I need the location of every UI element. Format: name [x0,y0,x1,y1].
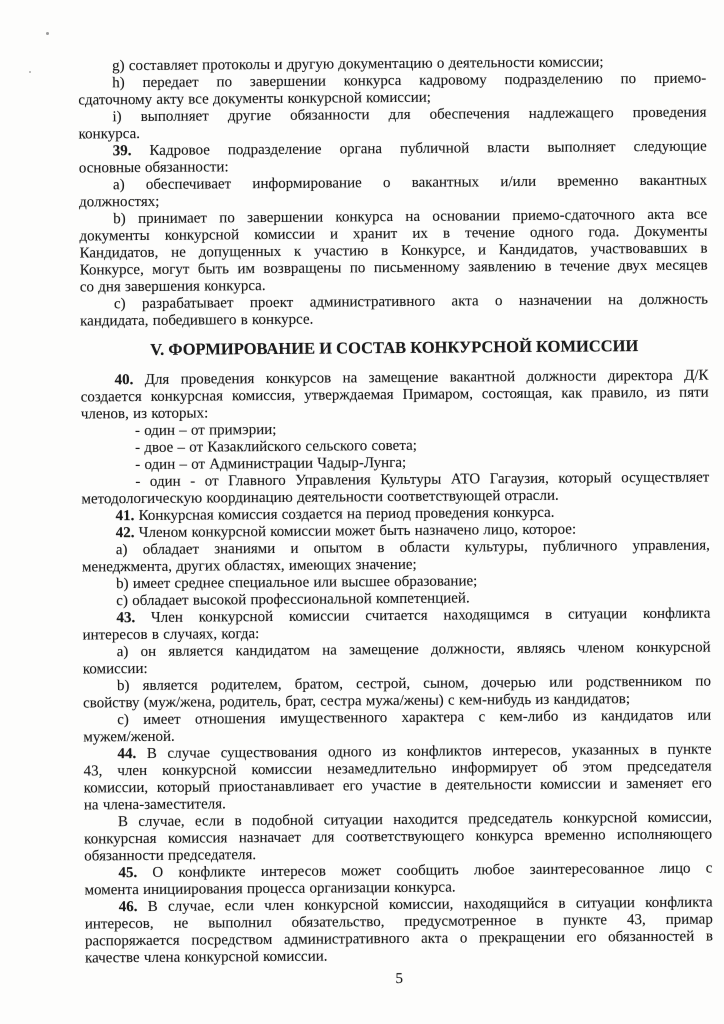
scan-speck [29,71,31,73]
page-number: 5 [395,970,404,988]
paragraph [78,105,706,144]
clause-number: 40. [114,372,134,389]
text-line: 41. Конкурсная комиссия создается на период проведения конкурса. [115,504,555,525]
text-line: интересов, не выполнил обязательство, предусмотренное в пункте 43, примар [84,911,713,933]
text-line: - один – от Администрации Чадыр-Лунга; [135,454,407,474]
text-line: 40. Для проведения конкурсов на замещение вакантной должности директора Д/К [114,367,709,389]
text-line: должностях; [79,193,160,211]
clause-number: 39. [112,143,132,160]
text-line: основные обязанности: [78,159,229,177]
text-line: c) разрабатывает проект административного акта о назначении на должность [113,291,708,313]
scan-speck [46,32,49,35]
text-line: создается конкурсная комиссия, утверждаемая Примаром, состоящая, как правило, из пяти [80,384,709,406]
paragraph [82,606,710,645]
text-line: 42. Членом конкурсной комиссии может быть назначено лицо, которое: [115,521,577,542]
text-line: мужем/женой. [83,728,175,746]
list-item [81,470,709,509]
text-line: 44. В случае существования одного из конфликтов интересов, указанных в пункте [117,741,712,763]
text-line: документы конкурсной комиссии и хранит их в течение одного года. Документы [79,223,708,245]
clause-number: 44. [117,746,137,763]
section-heading: V. ФОРМИРОВАНИЕ И СОСТАВ КОНКУРСНОЙ КОМИССИИ [150,336,639,359]
text-line: a) он является кандидатом на замещение должности, являясь членом конкурсной [116,639,711,661]
clause-number: 42. [115,525,135,542]
text-line: конкурса. [78,125,141,143]
document-text [78,54,713,991]
paragraph [79,173,707,212]
text-line: c) имеет отношения имущественного характера с кем-либо из кандидатов или [117,707,712,729]
paragraph [83,708,711,747]
clause-number: 46. [118,899,138,916]
text-line: конкурсная комиссия назначает для соответствующего конкурса временно исполняющего [84,826,713,848]
text-line: Конкурсе, могут быть им возвращены по письменному заявлению в течение двух месяцев [79,257,708,279]
paragraph [84,861,712,900]
text-line: членов, из которых: [80,405,209,423]
paragraph [80,368,708,424]
text-line: 46. В случае, если член конкурсной комиссии, находящийся в ситуации конфликта [118,894,713,916]
text-line: интересов в случаях, когда: [82,626,260,644]
text-line: момента инициирования процесса организации конкурса. [84,879,456,899]
text-line: комиссии, который приостанавливает его участие в деятельности комиссии и заменяет его [83,775,712,797]
text-line: b) принимает по завершении конкурса на основании приемо-сдаточного акта все [113,206,708,228]
text-line: - один – от примэрии; [134,421,277,440]
text-line: - двое – от Казаклийского сельского совета; [135,437,417,457]
text-line: на члена-заместителя. [83,796,226,814]
paragraph [83,640,711,679]
text-line: кандидата, победившего в конкурсе. [80,311,314,330]
text-line: 39. Кадровое подразделение органа публичной власти выполняет следующие [112,138,707,160]
text-line: b) является родителем, братом, сестрой, сыном, дочерью или родственником по [116,673,711,695]
paragraph [85,895,714,968]
text-line: - один - от Главного Управления Культуры АТО Гагаузия, который осуществляет [135,469,710,491]
text-line: сдаточному акту все документы конкурсной комиссии; [78,89,432,109]
text-line: обязанности председателя. [84,847,257,865]
text-line: менеджмента, других областях, имеющих значение; [81,556,417,576]
paragraph [80,292,708,331]
text-line: i) выполняет другие обязанности для обеспечения надлежащего проведения [112,104,707,126]
text-line: качестве члена конкурсной комиссии. [85,948,328,967]
text-line: распоряжается посредством административного акта о прекращении его обязанностей в [84,928,713,950]
text-line: b) имеет среднее специальное или высшее образование; [116,573,478,593]
clause-number: 45. [118,865,138,882]
paragraph [83,742,712,815]
paragraph [82,538,710,577]
text-line: комиссии: [82,660,148,678]
text-line: a) обеспечивает информирование о вакантных и/или временно вакантных [112,172,708,194]
text-line: со дня завершения конкурса. [79,278,266,296]
text-line: 43, член конкурсной комиссии незамедлительно информирует об этом председателя [83,758,712,780]
text-line: h) передает по завершении конкурса кадровому подразделению по приемо- [112,70,707,92]
text-line: свойству (муж/жена, родитель, брат, сестра мужа/жены) с кем-нибудь из кандидатов; [83,691,631,712]
paragraph [78,71,706,110]
paragraph [84,810,712,866]
text-line: a) обладает знаниями и опытом в области культуры, публичного управления, [115,537,710,559]
text-line: Кандидатов, не допущенных к участию в Конкурсе, и Кандидатов, участвовавших в [79,240,708,262]
paragraph [79,139,707,178]
paragraph [79,207,708,297]
text-line: 45. О конфликте интересов может сообщить любое заинтересованное лицо с [118,860,713,882]
paragraph [83,674,711,713]
clause-number: 41. [115,508,135,525]
text-line: 43. Член конкурсной комиссии считается находящимся в ситуации конфликта [116,605,711,627]
text-line: В случае, если в подобной ситуации находится председатель конкурсной комиссии, [117,809,713,831]
text-line: методологическую координацию деятельности соответствующей отрасли. [81,487,559,508]
text-line: g) составляет протоколы и другую документацию о деятельности комиссии; [112,54,604,75]
text-line: c) обладает высокой профессиональной компетенцией. [116,590,470,610]
clause-number: 43. [116,610,136,627]
